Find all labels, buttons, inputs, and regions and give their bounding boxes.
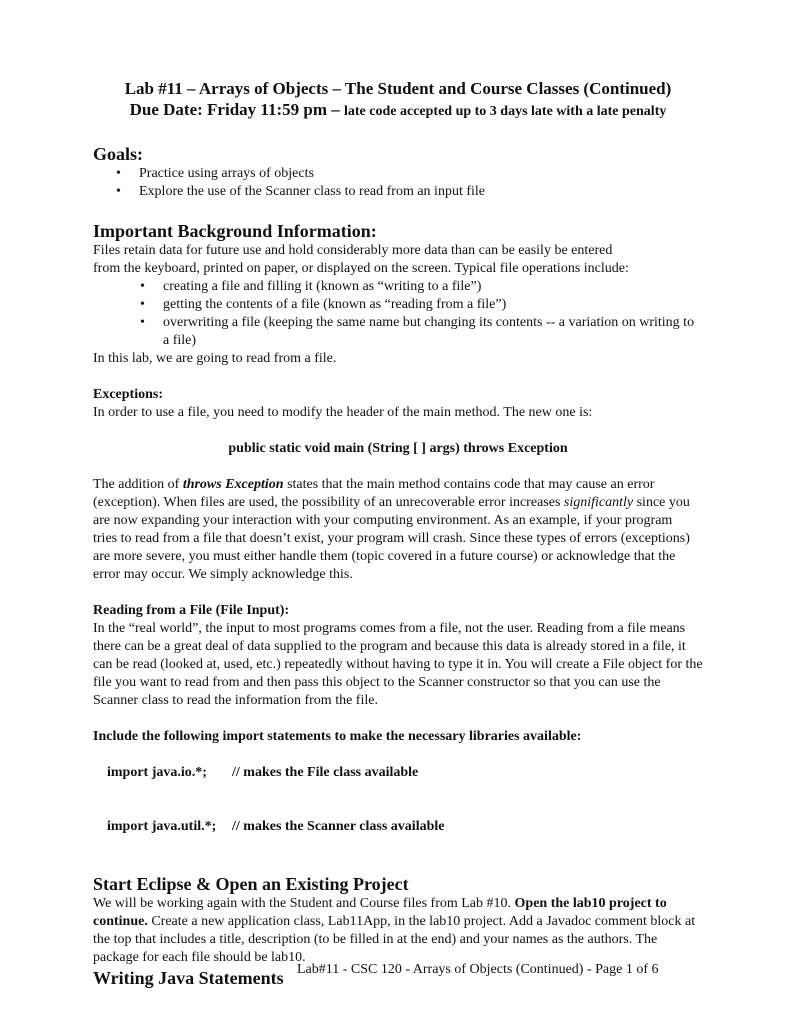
due-date-line	[93, 99, 703, 122]
due-note: late code accepted up to 3 days late with a late penalty	[344, 104, 667, 119]
text: states that the main method contains code that may cause an error (exception). When files are used, the possibility of an unrecoverable error increases	[93, 477, 655, 510]
import-statement: import java.util.*;	[107, 819, 217, 834]
emphasis: significantly	[563, 495, 634, 510]
eclipse-paragraph	[93, 895, 703, 967]
document-page	[93, 78, 703, 989]
import-row	[93, 746, 703, 800]
due-label: Due Date: Friday 11:59 pm –	[129, 100, 344, 119]
goals-list	[93, 165, 703, 201]
list-item: • getting the contents of a file (known as “reading from a file”)	[93, 296, 703, 314]
text: since you are now expanding your interaction with your computing environment. As an example, if your program tries to read from a file that doesn’t exist, your program will crash. Since these types of errors (exceptions) are more severe, you must either handle them (topic covered in a future course) or acknowledge that the error may occur. We simply acknowledge this.	[93, 495, 690, 582]
throws-exception-code: throws Exception	[182, 477, 284, 492]
lab-title	[93, 78, 703, 122]
background-outro: In this lab, we are going to read from a file.	[93, 351, 337, 366]
eclipse-heading: Start Eclipse & Open an Existing Project	[93, 874, 409, 894]
goals-heading: Goals:	[93, 144, 144, 164]
text: The addition of	[93, 477, 183, 492]
list-item: • Practice using arrays of objects	[93, 165, 703, 183]
imports-heading: Include the following import statements to make the necessary libraries available:	[93, 729, 582, 744]
import-comment: // makes the File class available	[232, 765, 419, 780]
import-row	[93, 800, 703, 854]
reading-paragraph: In the “real world”, the input to most programs comes from a file, not the user. Reading from a file means there can be a great deal of data supplied to the program and because this data is already stored in a file, it can be read (looked at, used, etc.) repeatedly without having to type it in. You will create a File object for the file you want to read from and then pass this object to the Scanner constructor so that you can use the Scanner class to read the information from the file.	[93, 621, 703, 708]
main-method-signature: public static void main (String [ ] args) throws Exception	[228, 441, 568, 456]
background-intro	[93, 242, 703, 278]
import-statement: import java.io.*;	[107, 765, 207, 780]
text: Create a new application class, Lab11App, in the lab10 project. Add a Javadoc comment block at the top that includes a title, description (to be filled in at the end) and your names as the authors. The package for each file should be lab10.	[93, 914, 696, 965]
intro-line: Files retain data for future use and hold considerably more data than can be easily be entered	[93, 243, 613, 258]
list-item: • creating a file and filling it (known as “writing to a file”)	[93, 278, 703, 296]
intro-line: from the keyboard, printed on paper, or displayed on the screen. Typical file operations include:	[93, 261, 629, 276]
exceptions-intro: In order to use a file, you need to modify the header of the main method. The new one is:	[93, 405, 593, 420]
reading-heading: Reading from a File (File Input):	[93, 603, 290, 618]
list-item: • Explore the use of the Scanner class to read from an input file	[93, 183, 703, 201]
import-comment: // makes the Scanner class available	[232, 819, 445, 834]
file-operations-list	[93, 278, 703, 350]
text: We will be working again with the Student and Course files from Lab #10.	[93, 896, 515, 911]
writing-heading: Writing Java Statements	[93, 968, 284, 988]
exceptions-paragraph	[93, 476, 703, 584]
open-project-instruction: Open the lab10 project to continue.	[93, 896, 667, 929]
exceptions-heading: Exceptions:	[93, 387, 163, 402]
page-footer: Lab#11 - CSC 120 - Arrays of Objects (Continued) - Page 1 of 6	[297, 962, 659, 977]
title-line: Lab #11 – Arrays of Objects – The Student and Course Classes (Continued)	[124, 79, 672, 98]
list-item: • overwriting a file (keeping the same name but changing its contents -- a variation on writing to a file)	[93, 314, 703, 350]
background-heading: Important Background Information:	[93, 221, 377, 241]
